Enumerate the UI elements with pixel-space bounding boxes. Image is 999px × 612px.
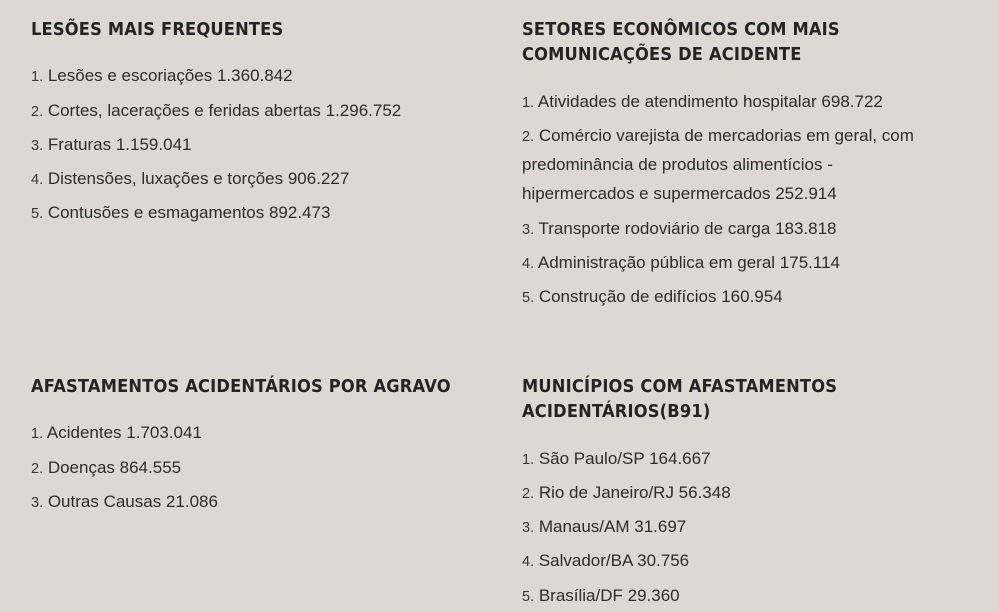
list-item-label: Acidentes 1.703.041 xyxy=(46,423,202,443)
list-item xyxy=(522,248,949,277)
list-item-index: 2. xyxy=(31,103,44,120)
list-item xyxy=(522,87,949,116)
list-item-index: 3. xyxy=(522,520,535,537)
list-item-index: 5. xyxy=(522,588,535,605)
panel-title: MUNICÍPIOS COM AFASTAMENTOS ACIDENTÁRIOS(B91) xyxy=(522,377,838,423)
list-item-label: Doenças 864.555 xyxy=(47,457,182,477)
list-item-index: 4. xyxy=(522,255,535,272)
list-item-label: Distensões, luxações e torções 906.227 xyxy=(47,169,350,189)
list-item-label: Lesões e escoriações 1.360.842 xyxy=(47,66,293,86)
list-item xyxy=(522,282,949,311)
ranked-list xyxy=(31,61,500,227)
list-item-label: São Paulo/SP 164.667 xyxy=(538,448,711,468)
list-item-index: 1. xyxy=(31,426,44,443)
ranked-list xyxy=(31,418,500,516)
list-item xyxy=(31,198,461,227)
list-item xyxy=(522,478,949,507)
panel-title: LESÕES MAIS FREQUENTES xyxy=(31,20,284,40)
list-item-label: Rio de Janeiro/RJ 56.348 xyxy=(538,482,731,502)
list-item-label: Contusões e esmagamentos 892.473 xyxy=(47,203,331,223)
panel-municipios-afastamentos xyxy=(520,375,969,612)
list-item-label: Fraturas 1.159.041 xyxy=(47,134,192,154)
panel-lesoes-mais-frequentes xyxy=(0,0,520,375)
list-item-index: 2. xyxy=(522,128,535,145)
list-item xyxy=(31,130,461,159)
list-item-label: Administração pública em geral 175.114 xyxy=(537,252,840,272)
list-item-index: 5. xyxy=(31,206,44,223)
list-item-label: Atividades de atendimento hospitalar 698.722 xyxy=(537,91,883,111)
list-item-label: Comércio varejista de mercadorias em geral, com predominância de produtos alimentícios - hipermercados e supermercados 252.914 xyxy=(522,125,914,204)
ranked-list xyxy=(522,87,949,312)
list-item-index: 1. xyxy=(31,69,44,86)
list-item xyxy=(522,121,949,209)
list-item xyxy=(31,61,461,90)
list-item-index: 4. xyxy=(522,554,535,571)
list-item-index: 3. xyxy=(31,494,44,511)
panel-title: AFASTAMENTOS ACIDENTÁRIOS POR AGRAVO xyxy=(31,377,451,397)
list-item-index: 5. xyxy=(522,290,535,307)
list-item xyxy=(31,96,461,125)
list-item-index: 1. xyxy=(522,451,535,468)
list-item xyxy=(522,214,949,243)
list-item xyxy=(31,418,461,447)
panel-title: SETORES ECONÔMICOS COM MAIS COMUNICAÇÕES DE ACIDENTE xyxy=(522,20,840,66)
list-item xyxy=(522,444,949,473)
list-item-label: Salvador/BA 30.756 xyxy=(538,551,690,571)
list-item-label: Brasília/DF 29.360 xyxy=(538,585,680,605)
list-item xyxy=(522,546,949,575)
list-item-index: 3. xyxy=(522,221,535,238)
list-item-label: Cortes, lacerações e feridas abertas 1.296.752 xyxy=(47,100,402,120)
list-item-index: 3. xyxy=(31,137,44,154)
list-item xyxy=(31,453,461,482)
list-item xyxy=(522,512,949,541)
panel-afastamentos-por-agravo xyxy=(0,375,520,612)
list-item xyxy=(31,164,461,193)
list-item-label: Transporte rodoviário de carga 183.818 xyxy=(538,218,837,238)
list-item-index: 1. xyxy=(522,94,535,111)
list-item-index: 2. xyxy=(522,485,535,502)
ranked-list xyxy=(522,444,949,610)
list-item-label: Outras Causas 21.086 xyxy=(47,491,218,511)
list-item-label: Manaus/AM 31.697 xyxy=(538,517,687,537)
list-item xyxy=(31,487,461,516)
list-item-label: Construção de edifícios 160.954 xyxy=(538,287,783,307)
list-item xyxy=(522,581,949,610)
list-item-index: 4. xyxy=(31,172,44,189)
list-item-index: 2. xyxy=(31,460,44,477)
panel-setores-economicos xyxy=(520,0,969,375)
